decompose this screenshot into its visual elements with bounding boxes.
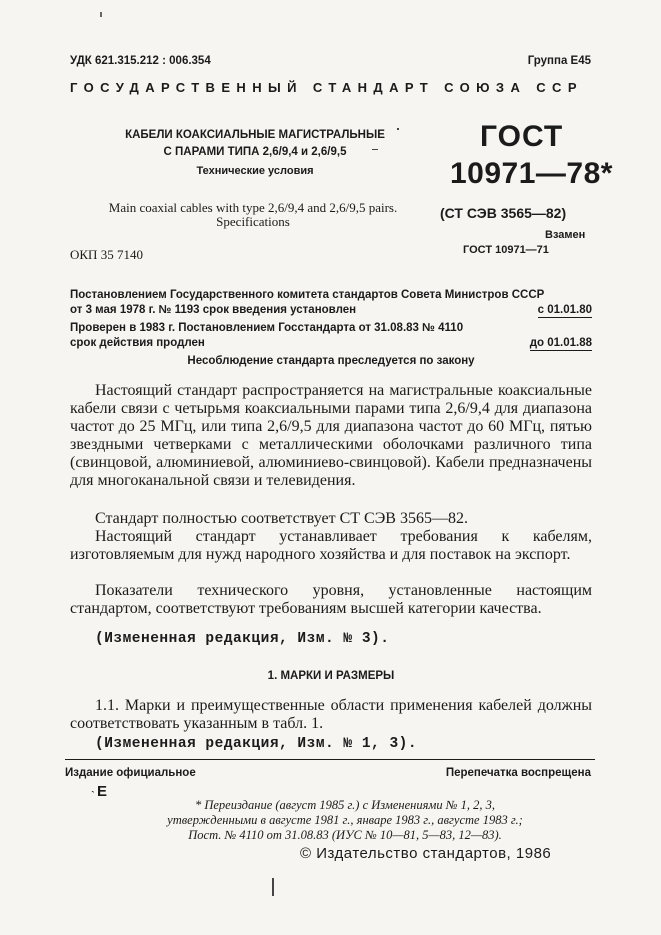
official-edition: Издание официальное — [65, 767, 196, 779]
decree-line — [70, 336, 592, 352]
decree-line — [70, 303, 592, 319]
extension-date: до 01.01.88 — [530, 336, 592, 352]
tick-mark: ˋ — [91, 790, 95, 802]
legal-notice: Несоблюдение стандарта преследуется по закону — [187, 355, 475, 367]
title-line: С ПАРАМИ ТИПА 2,6/9,4 и 2,6/9,5 — [163, 146, 347, 158]
english-title-line: Main coaxial cables with type 2,6/9,4 and 2,6/9,5 pairs. — [108, 200, 398, 215]
paragraph-scope: Настоящий стандарт распространяется на магистральные коаксиальные кабели связи с четырьмя коаксиальными парами типа 2,6/9,4 для диапазона частот до 25 МГц, или типа 2,6/9,5 для диапазона частот до 60 МГц, пятью звездными четверками с металлическими оболочками различного типа (свинцовой, алюминиевой, алюминиево-свинцовой). Кабели предназначены для многоканальной связи и телевидения. — [70, 382, 592, 489]
gost-number: 10971—78* — [450, 157, 613, 190]
amendment-note: (Измененная редакция, Изм. № 1, 3). — [95, 736, 418, 752]
edition-mark: Е — [97, 783, 108, 800]
replaces-label: Взамен — [545, 229, 586, 241]
footnote — [100, 798, 590, 843]
decree-line: Проверен в 1983 г. Постановлением Госстандарта от 31.08.83 № 4110 — [70, 322, 464, 334]
reprint-notice: Перепечатка воспрещена — [445, 767, 591, 779]
okp-code: ОКП 35 7140 — [70, 247, 143, 262]
decree-line: Постановлением Государственного комитета стандартов Совета Министров СССР — [70, 289, 545, 301]
technical-conditions: Технические условия — [196, 165, 314, 177]
english-title — [78, 201, 428, 229]
replaced-standard: ГОСТ 10971—71 — [463, 244, 549, 256]
effective-date: с 01.01.80 — [538, 303, 592, 319]
revision-block — [70, 321, 592, 351]
copyright: © Издательство стандартов, 1986 — [300, 845, 552, 862]
decree-block — [70, 288, 592, 318]
paragraph-quality: Показатели технического уровня, установленные настоящим стандартом, соответствуют требованиям высшей категории качества. — [70, 582, 592, 617]
group-code: Группа Е45 — [527, 55, 591, 67]
title-line: КАБЕЛИ КОАКСИАЛЬНЫЕ МАГИСТРАЛЬНЫЕ — [125, 129, 385, 141]
paragraph-conformance: Стандарт полностью соответствует СТ СЭВ 3565—82. — [95, 510, 468, 527]
english-title-line: Specifications — [216, 214, 290, 229]
footnote-line: Пост. № 4110 от 31.08.83 (ИУС № 10—81, 5—83, 12—83). — [188, 828, 502, 842]
gost-label: ГОСТ — [480, 120, 564, 153]
paragraph-requirements: Настоящий стандарт устанавливает требования к кабелям, изготовляемым для нужд народного хозяйства и для поставок на экспорт. — [70, 528, 592, 563]
decree-text: срок действия продлен — [70, 336, 205, 349]
scan-mark — [100, 12, 102, 17]
standard-title: ГОСУДАРСТВЕННЫЙ СТАНДАРТ СОЮЗА ССР — [70, 80, 583, 95]
document-title — [90, 127, 420, 161]
udk-code: УДК 621.315.212 : 006.354 — [70, 55, 211, 67]
paragraph-clause-1-1: 1.1. Марки и преимущественные области применения кабелей должны соответствовать указанным в табл. 1. — [70, 697, 592, 732]
footnote-line: * Переиздание (август 1985 г.) с Изменениями № 1, 2, 3, — [194, 798, 496, 812]
decree-text: от 3 мая 1978 г. № 1193 срок введения установлен — [70, 303, 357, 316]
section-heading: 1. МАРКИ И РАЗМЕРЫ — [267, 670, 395, 682]
footnote-line: утвержденными в августе 1981 г., январе 1983 г., августе 1983 г.; — [167, 813, 523, 827]
scan-mark — [272, 878, 274, 896]
amendment-note: (Измененная редакция, Изм. № 3). — [95, 631, 390, 647]
st-sev-reference: (СТ СЭВ 3565—82) — [440, 205, 567, 221]
footer-divider — [65, 759, 595, 760]
